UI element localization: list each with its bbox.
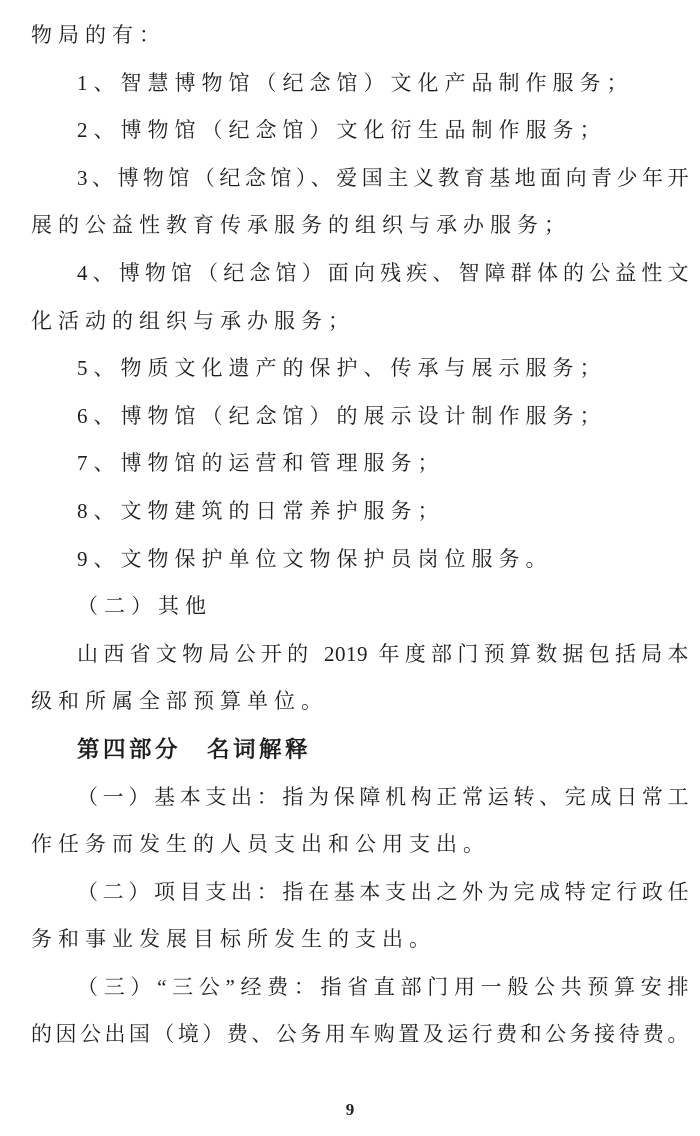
definition-project-expense: （二）项目支出：指在基本支出之外为完成特定行政任 (77, 879, 689, 904)
list-item-1: 1、智慧博物馆（纪念馆）文化产品制作服务； (77, 70, 634, 95)
paragraph-other-wrap: 级和所属全部预算单位。 (31, 689, 328, 714)
definition-three-public-funds: （三）“三公”经费：指省直部门用一般公共预算安排 (77, 974, 689, 999)
definition-three-public-funds-wrap: 的因公出国（境）费、公务用车购置及运行费和公务接待费。 (31, 1022, 689, 1047)
subsection-heading-other: （二）其他 (77, 594, 212, 619)
section-heading: 第四部分 名词解释 (77, 736, 312, 762)
document-text-block (31, 12, 689, 1059)
paragraph-other: 山西省文物局公开的 2019 年度部门预算数据包括局本 (77, 641, 689, 666)
list-item-8: 8、文物建筑的日常养护服务； (77, 498, 445, 523)
list-item-4-wrap: 化活动的组织与承办服务； (31, 308, 355, 333)
list-item-3: 3、博物馆（纪念馆）、爱国主义教育基地面向青少年开 (77, 165, 689, 190)
list-item-4: 4、博物馆（纪念馆）面向残疾、智障群体的公益性文 (77, 260, 689, 285)
list-item-3-wrap: 展的公益性教育传承服务的组织与承办服务； (31, 213, 571, 238)
definition-project-expense-wrap: 务和事业发展目标所发生的支出。 (31, 927, 436, 952)
list-item-2: 2、博物馆（纪念馆）文化衍生品制作服务； (77, 118, 607, 143)
list-item-7: 7、博物馆的运营和管理服务； (77, 451, 445, 476)
body-line-continuation: 物局的有： (31, 23, 166, 47)
definition-basic-expense-wrap: 作任务而发生的人员支出和公用支出。 (31, 832, 490, 857)
list-item-9: 9、文物保护单位文物保护员岗位服务。 (77, 546, 553, 571)
definition-basic-expense: （一）基本支出：指为保障机构正常运转、完成日常工 (77, 784, 689, 809)
list-item-5: 5、物质文化遗产的保护、传承与展示服务； (77, 356, 607, 381)
list-item-6: 6、博物馆（纪念馆）的展示设计制作服务； (77, 403, 607, 428)
page-number: 9 (345, 1100, 355, 1119)
